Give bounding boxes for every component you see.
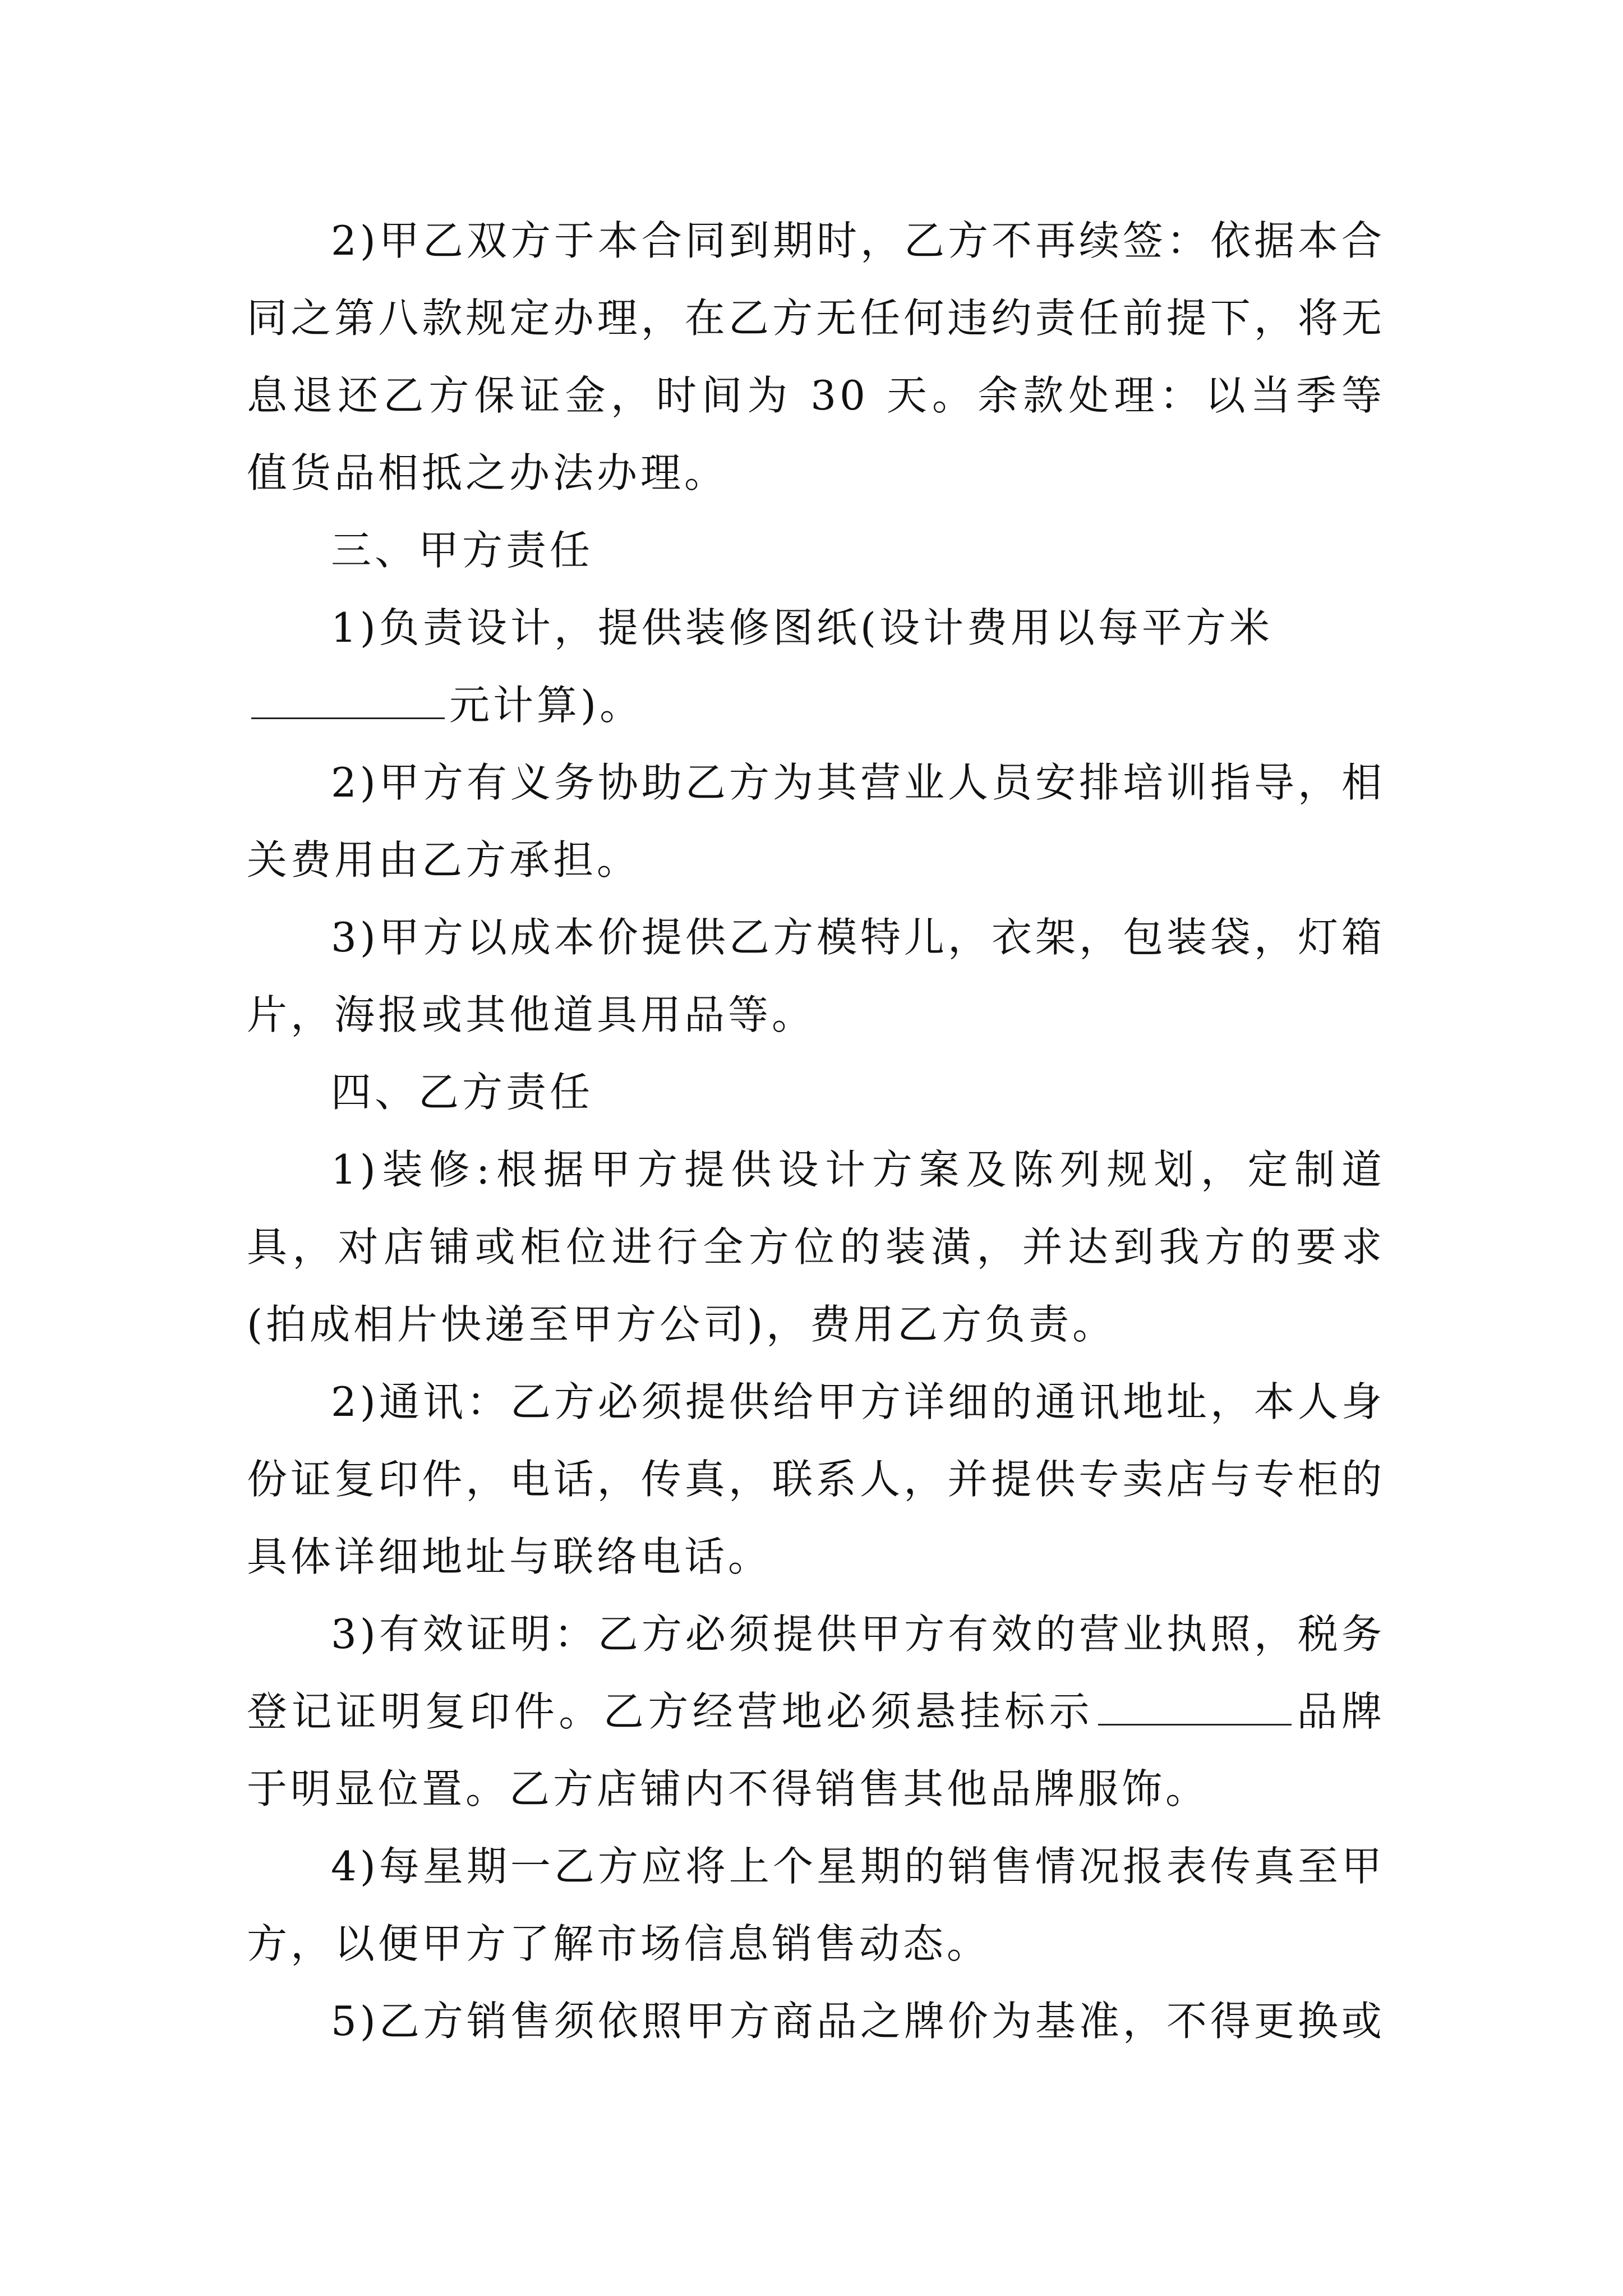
fill-in-blank [251,684,445,719]
item-text: 1)装修:根据甲方提供设计方案及陈列规划，定制道具，对店铺或柜位进行全方位的装潢，并达到我方的要求(拍成相片快递至甲方公司)，费用乙方负责。 [247,1146,1385,1348]
item-text: 5)乙方销售须依照甲方商品之牌价为基准，不得更换或 [331,1998,1385,2045]
document-body [247,202,1385,2060]
item-text: 3)有效证明：乙方必须提供甲方有效的营业执照，税务登记证明复印件。乙方经营地必须悬挂标示 [247,1611,1385,1735]
heading-text: 三、甲方责任 [331,527,594,574]
party-b-item-3 [247,1595,1385,1828]
item-text-continued: 元计算)。 [449,682,644,729]
party-a-item-3 [247,899,1385,1053]
item-text-continued: 品牌于明显位置。乙方店铺内不得销售其他品牌服饰。 [247,1688,1385,1812]
item-text: 4)每星期一乙方应将上个星期的销售情况报表传真至甲方，以便甲方了解市场信息销售动态。 [247,1843,1385,1967]
paragraph-text: 2)甲乙双方于本合同到期时，乙方不再续签：依据本合同之第八款规定办理，在乙方无任何违约责任前提下，将无息退还乙方保证金，时间为 30 天。余款处理：以当季等值货品相抵之办法办理。 [247,217,1385,496]
fill-in-blank [1098,1690,1292,1726]
item-text: 2)通讯：乙方必须提供给甲方详细的通讯地址，本人身份证复印件，电话，传真，联系人，并提供专卖店与专柜的具体详细地址与联络电话。 [247,1378,1385,1580]
party-b-item-5 [247,1982,1385,2060]
item-text: 1)负责设计，提供装修图纸(设计费用以每平方米 [331,604,1273,651]
heading-party-a-responsibilities [247,512,1385,589]
party-b-item-2 [247,1363,1385,1595]
heading-text: 四、乙方责任 [331,1069,594,1116]
party-b-item-4 [247,1828,1385,1982]
party-b-item-1 [247,1131,1385,1363]
paragraph-2-renewal [247,202,1385,512]
item-text: 3)甲方以成本价提供乙方模特儿，衣架，包装袋，灯箱片，海报或其他道具用品等。 [247,914,1385,1038]
party-a-item-1 [247,589,1385,744]
heading-party-b-responsibilities [247,1053,1385,1131]
item-text: 2)甲方有义务协助乙方为其营业人员安排培训指导，相关费用由乙方承担。 [247,759,1385,884]
party-a-item-2 [247,744,1385,899]
